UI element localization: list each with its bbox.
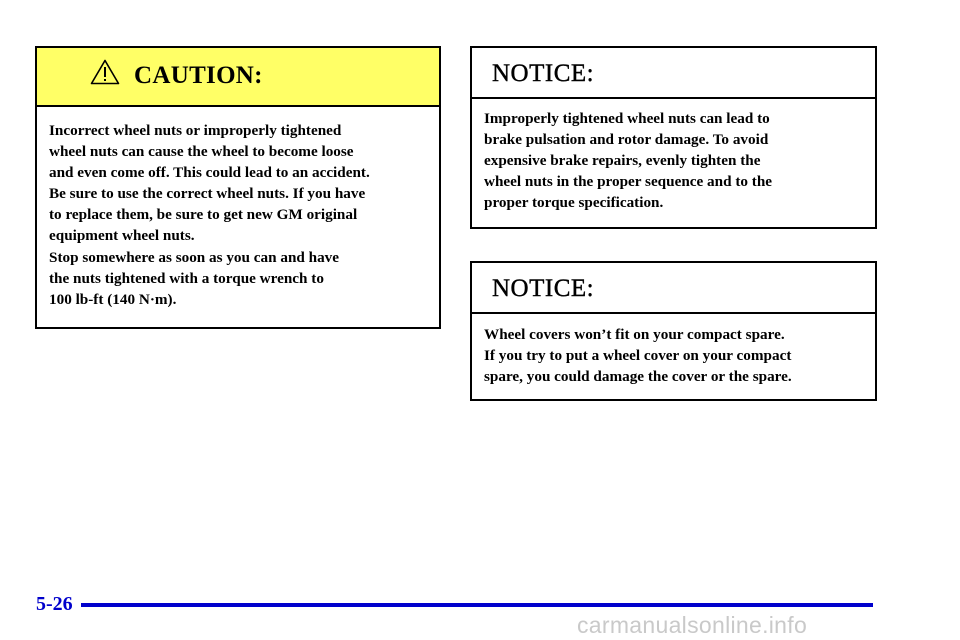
caution-line: wheel nuts can cause the wheel to become loose [49,143,354,160]
notice-title: NOTICE: [492,275,595,302]
caution-header [37,48,439,107]
notice-line: spare, you could damage the cover or the spare. [484,368,792,385]
notice-line: brake pulsation and rotor damage. To avoid [484,131,769,148]
caution-line: to replace them, be sure to get new GM original [49,206,358,223]
caution-box [35,46,441,329]
warning-triangle-icon [90,59,120,85]
notice-body [472,324,792,387]
footer-rule [81,603,873,607]
caution-line: Incorrect wheel nuts or improperly tightened [49,122,342,139]
notice-line: Wheel covers won’t fit on your compact spare. [484,326,785,343]
notice-box-1 [470,46,877,229]
notice-header [472,263,875,314]
notice-line: wheel nuts in the proper sequence and to the [484,173,773,190]
notice-line: proper torque specification. [484,194,664,211]
notice-title: NOTICE: [492,60,595,87]
notice-box-2 [470,261,877,401]
caution-paragraph-2 [37,247,339,310]
notice-body [472,108,772,213]
caution-line: equipment wheel nuts. [49,227,195,244]
caution-line: and even come off. This could lead to an accident. [49,164,370,181]
caution-line: Stop somewhere as soon as you can and have [49,249,340,266]
notice-line: Improperly tightened wheel nuts can lead to [484,110,770,127]
caution-line: 100 lb-ft (140 N·m). [49,291,177,308]
caution-line: the nuts tightened with a torque wrench to [49,270,324,287]
watermark: carmanualsonline.info [577,612,808,638]
notice-header [472,48,875,99]
notice-line: If you try to put a wheel cover on your compact [484,347,792,364]
page-number: 5-26 [36,593,73,615]
caution-line: Be sure to use the correct wheel nuts. If you have [49,185,366,202]
caution-paragraph-1 [37,120,370,246]
caution-title: CAUTION: [134,62,263,89]
notice-line: expensive brake repairs, evenly tighten the [484,152,761,169]
